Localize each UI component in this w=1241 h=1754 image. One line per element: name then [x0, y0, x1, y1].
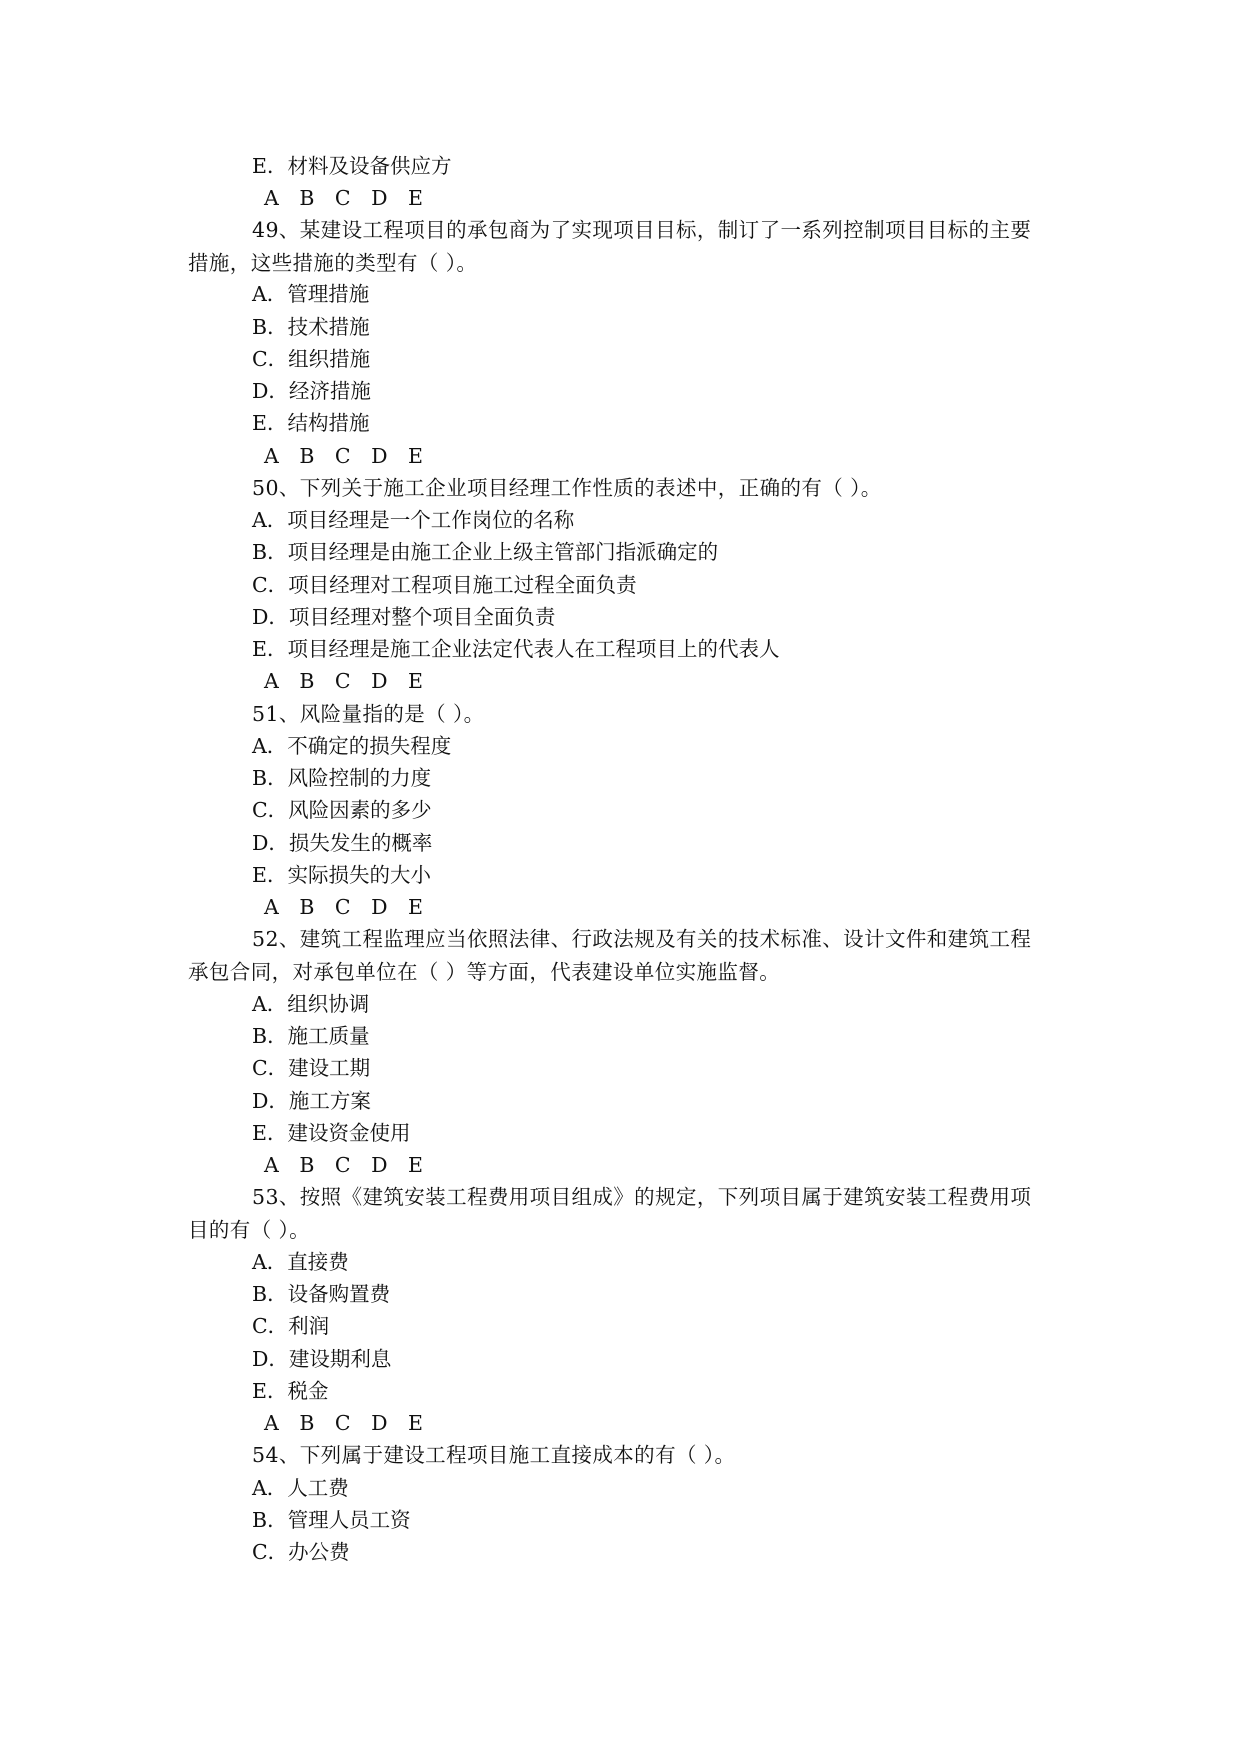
q50-answer-choices: A B C D E — [264, 669, 424, 693]
q52-stem-line1: 52、建筑工程监理应当依照法律、行政法规及有关的技术标准、设计文件和建筑工程 — [252, 927, 1032, 951]
q49-stem-line1: 49、某建设工程项目的承包商为了实现项目目标，制订了一系列控制项目目标的主要 — [252, 218, 1032, 242]
q49-stem-line2: 措施，这些措施的类型有（ ）。 — [188, 251, 478, 275]
q48-answer-choices: A B C D E — [264, 186, 424, 210]
q52-option-c: C．建设工期 — [252, 1056, 371, 1080]
q50-option-d: D．项目经理对整个项目全面负责 — [252, 605, 556, 629]
q51-option-b: B．风险控制的力度 — [252, 766, 432, 790]
q51-answer-choices: A B C D E — [264, 895, 424, 919]
q53-option-a: A．直接费 — [252, 1250, 349, 1274]
q50-option-b: B．项目经理是由施工企业上级主管部门指派确定的 — [252, 540, 719, 564]
q53-stem-line1: 53、按照《建筑安装工程费用项目组成》的规定，下列项目属于建筑安装工程费用项 — [252, 1185, 1032, 1209]
q52-answer-choices: A B C D E — [264, 1153, 424, 1177]
q52-option-d: D．施工方案 — [252, 1089, 371, 1113]
q51-option-c: C．风险因素的多少 — [252, 798, 432, 822]
q54-option-a: A．人工费 — [252, 1476, 349, 1500]
q54-option-c: C．办公费 — [252, 1540, 350, 1564]
q50-stem-line1: 50、下列关于施工企业项目经理工作性质的表述中，正确的有（ ）。 — [252, 476, 882, 500]
q50-option-e: E．项目经理是施工企业法定代表人在工程项目上的代表人 — [252, 637, 780, 661]
q53-option-b: B．设备购置费 — [252, 1282, 391, 1306]
q53-answer-choices: A B C D E — [264, 1411, 424, 1435]
q49-answer-choices: A B C D E — [264, 444, 424, 468]
q53-option-e: E．税金 — [252, 1379, 329, 1403]
q52-stem-line2: 承包合同，对承包单位在（ ）等方面，代表建设单位实施监督。 — [188, 960, 781, 984]
q51-option-d: D．损失发生的概率 — [252, 831, 433, 855]
q52-option-a: A．组织协调 — [252, 992, 370, 1016]
q49-option-b: B．技术措施 — [252, 315, 370, 339]
q50-option-c: C．项目经理对工程项目施工过程全面负责 — [252, 573, 637, 597]
q51-option-e: E．实际损失的大小 — [252, 863, 431, 887]
q52-option-e: E．建设资金使用 — [252, 1121, 411, 1145]
q49-option-e: E．结构措施 — [252, 411, 370, 435]
q52-option-b: B．施工质量 — [252, 1024, 370, 1048]
q49-option-c: C．组织措施 — [252, 347, 371, 371]
q53-option-c: C．利润 — [252, 1314, 330, 1338]
q53-stem-line2: 目的有（ ）。 — [188, 1218, 311, 1242]
q48-option-e: E．材料及设备供应方 — [252, 154, 452, 178]
q49-option-d: D．经济措施 — [252, 379, 371, 403]
q51-stem-line1: 51、风险量指的是（ ）。 — [252, 702, 485, 726]
q54-option-b: B．管理人员工资 — [252, 1508, 411, 1532]
q54-stem-line1: 54、下列属于建设工程项目施工直接成本的有（ ）。 — [252, 1443, 736, 1467]
q51-option-a: A．不确定的损失程度 — [252, 734, 452, 758]
q50-option-a: A．项目经理是一个工作岗位的名称 — [252, 508, 575, 532]
q53-option-d: D．建设期利息 — [252, 1347, 392, 1371]
q49-option-a: A．管理措施 — [252, 282, 370, 306]
